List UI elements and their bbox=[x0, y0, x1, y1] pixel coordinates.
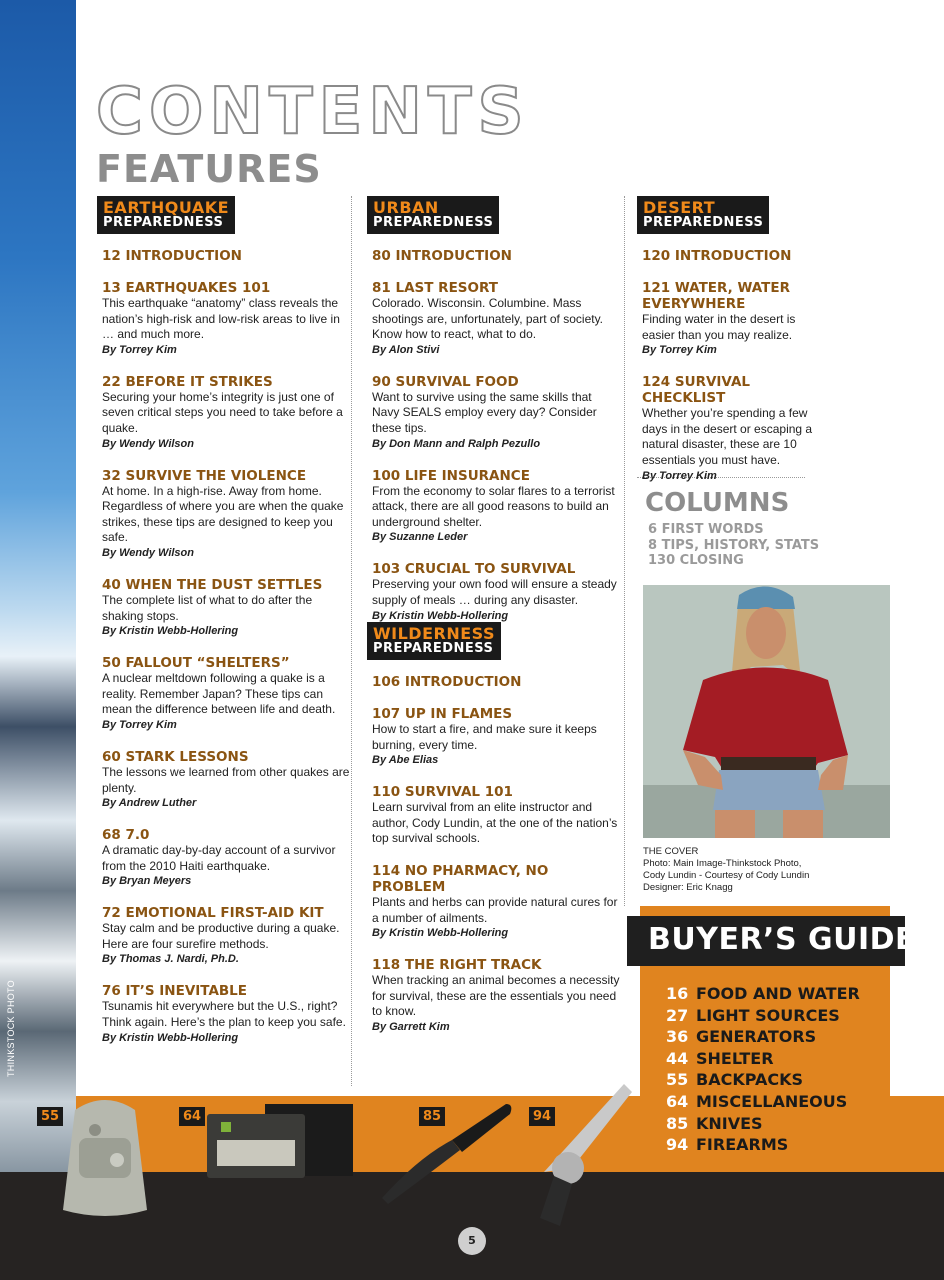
page-number: 5 bbox=[458, 1227, 486, 1255]
toc-entry-description: The lessons we learned from other quakes are plenty. bbox=[102, 764, 350, 795]
toc-entry-description: This earthquake “anatomy” class reveals the nation’s high-risk and low-risk areas to live in … and much more. bbox=[102, 296, 340, 342]
toc-entry-title: 12 INTRODUCTION bbox=[102, 248, 242, 264]
urban-section-badge: URBAN PREPAREDNESS bbox=[367, 196, 499, 234]
buyers-guide-label: GENERATORS bbox=[696, 1027, 817, 1047]
toc-entry-author: By Kristin Webb-Hollering bbox=[372, 609, 509, 622]
buyers-guide-item bbox=[666, 983, 860, 1005]
buyers-guide-page: 27 bbox=[666, 1005, 689, 1025]
toc-entry-author: By Don Mann and Ralph Pezullo bbox=[372, 437, 541, 450]
product-page-tag: 94 bbox=[529, 1107, 555, 1126]
toc-entry-title: 81 LAST RESORT bbox=[372, 280, 498, 296]
knife-image bbox=[378, 1098, 518, 1208]
toc-entry-author: By Kristin Webb-Hollering bbox=[102, 625, 239, 638]
toc-entry-title: 80 INTRODUCTION bbox=[372, 248, 512, 264]
toc-entry bbox=[102, 280, 352, 358]
columns-item: 6 FIRST WORDS bbox=[648, 522, 764, 537]
toc-entry bbox=[102, 827, 352, 889]
toc-entry-title: 107 UP IN FLAMES bbox=[372, 706, 513, 722]
toc-entry bbox=[102, 577, 352, 639]
photo-credit: THINKSTOCK PHOTO bbox=[6, 980, 16, 1077]
toc-entry bbox=[372, 374, 622, 452]
toc-entry-title: 124 SURVIVAL CHECKLIST bbox=[642, 374, 751, 407]
toc-entry-description: Learn survival from an elite instructor and author, Cody Lundin, at the one of the nation’s top survival schools. bbox=[372, 800, 618, 846]
buyers-guide-label: BACKPACKS bbox=[696, 1070, 804, 1090]
toc-entry-description: How to start a fire, and make sure it keeps burning, every time. bbox=[372, 722, 597, 752]
buyers-guide-item bbox=[666, 1091, 860, 1113]
column-divider bbox=[624, 196, 625, 906]
toc-entry-author: By Thomas J. Nardi, Ph.D. bbox=[102, 953, 239, 966]
buyers-guide-item bbox=[666, 1026, 860, 1048]
buyers-guide-item bbox=[666, 1005, 860, 1027]
toc-entry-title: 118 THE RIGHT TRACK bbox=[372, 957, 542, 974]
toc-entry bbox=[372, 863, 622, 941]
buyers-guide-label: LIGHT SOURCES bbox=[696, 1005, 840, 1025]
wilderness-section-badge: WILDERNESS PREPAREDNESS bbox=[367, 622, 501, 660]
toc-entry-author: By Alon Stivi bbox=[372, 343, 440, 356]
cover-photo bbox=[643, 585, 890, 838]
toc-entry-author: By Torrey Kim bbox=[642, 344, 717, 357]
toc-entry bbox=[642, 280, 827, 358]
buyers-guide-label: SHELTER bbox=[696, 1048, 774, 1068]
toc-entry bbox=[642, 248, 827, 264]
toc-entry bbox=[372, 468, 622, 546]
buyers-guide-label: MISCELLANEOUS bbox=[696, 1091, 848, 1111]
toc-entry-title: 50 FALLOUT “SHELTERS” bbox=[102, 655, 290, 672]
wilderness-entries bbox=[372, 674, 622, 1051]
toc-entry-title: 13 EARTHQUAKES 101 bbox=[102, 280, 271, 296]
toc-entry-title: 72 EMOTIONAL FIRST-AID KIT bbox=[102, 905, 324, 922]
toc-entry bbox=[102, 905, 352, 967]
buyers-guide-page: 55 bbox=[666, 1070, 689, 1090]
buyers-guide-page: 85 bbox=[666, 1113, 689, 1133]
toc-entry bbox=[642, 374, 827, 483]
buyers-guide-page: 16 bbox=[666, 984, 689, 1003]
columns-item: 130 CLOSING bbox=[648, 553, 744, 568]
toc-entry-description: Stay calm and be productive during a quake. Here are four surefire methods. bbox=[102, 921, 340, 951]
page-title: CONTENTS bbox=[96, 75, 530, 149]
toc-entry-title: 22 BEFORE IT STRIKES bbox=[102, 373, 273, 390]
earthquake-section-badge: EARTHQUAKE PREPAREDNESS bbox=[97, 196, 235, 234]
product-page-tag: 55 bbox=[37, 1107, 63, 1126]
toc-entry-author: By Torrey Kim bbox=[642, 469, 717, 482]
cover-man-illustration bbox=[643, 585, 890, 838]
toc-entry bbox=[372, 706, 622, 768]
toc-entry-title: 120 INTRODUCTION bbox=[642, 248, 792, 264]
backpack-image bbox=[55, 1090, 155, 1222]
toc-entry-description: A nuclear meltdown following a quake is a reality. Remember Japan? These tips can mean the difference between life and death. bbox=[102, 671, 336, 717]
buyers-guide-page: 36 bbox=[666, 1027, 689, 1047]
toc-entry bbox=[372, 674, 622, 690]
toc-entry-author: By Andrew Luther bbox=[102, 797, 197, 810]
earthquake-entries bbox=[102, 248, 352, 1062]
buyers-guide-page: 44 bbox=[666, 1048, 689, 1068]
toc-entry-title: 114 NO PHARMACY, NO PROBLEM bbox=[372, 862, 549, 895]
generator-image bbox=[205, 1100, 355, 1182]
cover-caption: THE COVER Photo: Main Image-Thinkstock Photo, Cody Lundin - Courtesy of Cody Lundin Designer: Eric Knagg bbox=[643, 846, 810, 893]
revolver-image bbox=[532, 1076, 637, 1231]
buyers-guide-label: FOOD AND WATER bbox=[696, 984, 860, 1003]
toc-entry-title: 76 IT’S INEVITABLE bbox=[102, 983, 248, 1000]
toc-entry bbox=[102, 749, 352, 811]
toc-entry-author: By Torrey Kim bbox=[102, 343, 177, 356]
product-page-tag: 64 bbox=[179, 1107, 205, 1126]
toc-entry-description: When tracking an animal becomes a necessity for survival, these are the essentials you need to know. bbox=[372, 973, 620, 1019]
toc-entry-author: By Wendy Wilson bbox=[102, 546, 194, 559]
toc-entry-description: Want to survive using the same skills that Navy SEALS employ every day? Consider these tips. bbox=[372, 389, 597, 435]
buyers-guide-item bbox=[666, 1069, 860, 1091]
toc-entry-description: At home. In a high-rise. Away from home. Regardless of where you are when the quake strikes, these tips are designed to keep you safe. bbox=[102, 483, 344, 545]
toc-entry bbox=[102, 983, 352, 1045]
toc-entry-description: Finding water in the desert is easier than you may realize. bbox=[642, 312, 796, 342]
toc-entry bbox=[102, 374, 352, 452]
buyers-guide-label: KNIVES bbox=[696, 1113, 763, 1133]
toc-entry-author: By Wendy Wilson bbox=[102, 437, 194, 450]
toc-entry-title: 110 SURVIVAL 101 bbox=[372, 784, 513, 801]
toc-entry-description: From the economy to solar flares to a terrorist attack, there are all good reasons to build an underground shelter. bbox=[372, 483, 615, 529]
buyers-guide-page: 94 bbox=[666, 1135, 689, 1155]
desert-entries bbox=[642, 248, 827, 500]
toc-entry bbox=[372, 784, 622, 847]
toc-entry bbox=[372, 561, 622, 623]
toc-entry-title: 121 WATER, WATER EVERYWHERE bbox=[642, 280, 790, 312]
toc-entry-author: By Bryan Meyers bbox=[102, 875, 192, 888]
desert-section-badge: DESERT PREPAREDNESS bbox=[637, 196, 769, 234]
buyers-guides-heading: BUYER’S GUIDES bbox=[648, 922, 939, 957]
toc-entry-title: 100 LIFE INSURANCE bbox=[372, 467, 530, 484]
toc-entry-author: By Suzanne Leder bbox=[372, 531, 468, 544]
toc-entry-description: The complete list of what to do after the shaking stops. bbox=[102, 592, 313, 623]
toc-entry-description: Plants and herbs can provide natural cures for a number of ailments. bbox=[372, 894, 618, 925]
toc-entry-description: Preserving your own food will ensure a steady supply of meals … during any disaster. bbox=[372, 577, 617, 607]
toc-entry-description: Securing your home’s integrity is just one of seven critical steps you need to take before a quake. bbox=[102, 389, 343, 435]
urban-entries bbox=[372, 248, 622, 640]
toc-entry bbox=[372, 280, 622, 358]
toc-entry-author: By Kristin Webb-Hollering bbox=[372, 927, 509, 940]
buyers-guide-label: FIREARMS bbox=[696, 1135, 789, 1155]
toc-entry-author: By Garrett Kim bbox=[372, 1020, 450, 1033]
toc-entry-description: Whether you’re spending a few days in the desert or escaping a natural disaster, these are 10 essentials you must have. bbox=[642, 406, 813, 467]
toc-entry-title: 40 WHEN THE DUST SETTLES bbox=[102, 576, 323, 593]
toc-entry bbox=[102, 468, 352, 561]
product-page-tag: 85 bbox=[419, 1107, 445, 1126]
buyers-guide-item bbox=[666, 1048, 860, 1070]
toc-entry-author: By Kristin Webb-Hollering bbox=[102, 1031, 239, 1044]
toc-entry-description: Tsunamis hit everywhere but the U.S., right? Think again. Here’s the plan to keep you safe. bbox=[102, 999, 346, 1030]
toc-entry bbox=[102, 248, 352, 264]
toc-entry-description: Colorado. Wisconsin. Columbine. Mass shootings are, unfortunately, part of society. Know how to react, what to do. bbox=[372, 296, 604, 342]
buyers-guide-item bbox=[666, 1113, 860, 1135]
buyers-guide-item bbox=[666, 1134, 860, 1156]
toc-entry-description: A dramatic day-by-day account of a survivor from the 2010 Haiti earthquake. bbox=[102, 843, 336, 873]
toc-entry-author: By Torrey Kim bbox=[102, 718, 177, 731]
toc-entry-title: 106 INTRODUCTION bbox=[372, 674, 522, 690]
toc-entry-author: By Abe Elias bbox=[372, 754, 439, 767]
toc-entry-title: 90 SURVIVAL FOOD bbox=[372, 373, 519, 390]
columns-heading: COLUMNS bbox=[645, 488, 790, 518]
buyers-guide-page: 64 bbox=[666, 1091, 689, 1111]
columns-item: 8 TIPS, HISTORY, STATS bbox=[648, 537, 820, 553]
features-heading: FEATURES bbox=[96, 147, 322, 191]
toc-entry bbox=[372, 248, 622, 264]
toc-entry-title: 103 CRUCIAL TO SURVIVAL bbox=[372, 561, 576, 578]
toc-entry bbox=[372, 957, 622, 1035]
toc-entry bbox=[102, 655, 352, 733]
buyers-guides-list bbox=[666, 983, 860, 1156]
toc-entry-title: 60 STARK LESSONS bbox=[102, 748, 249, 765]
toc-entry-title: 68 7.0 bbox=[102, 827, 150, 844]
toc-entry-title: 32 SURVIVE THE VIOLENCE bbox=[102, 467, 307, 484]
columns-list bbox=[648, 522, 819, 569]
